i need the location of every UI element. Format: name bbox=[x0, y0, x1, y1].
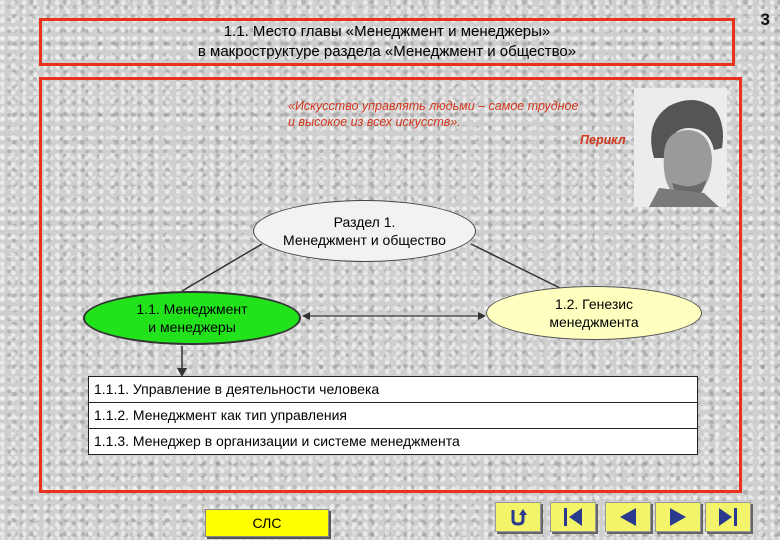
subtopic-item[interactable]: 1.1.1. Управление в деятельности человека bbox=[88, 376, 698, 403]
chapter-1-2-line-2: менеджмента bbox=[549, 314, 639, 330]
return-button[interactable] bbox=[495, 502, 541, 532]
last-slide-button[interactable] bbox=[705, 502, 751, 532]
first-slide-button[interactable] bbox=[550, 502, 596, 532]
last-slide-icon bbox=[715, 506, 741, 528]
next-slide-icon bbox=[665, 506, 691, 528]
page-number: 3 bbox=[760, 10, 770, 29]
quote-author: Перикл bbox=[580, 133, 626, 147]
return-icon bbox=[505, 506, 531, 528]
subtopic-item[interactable]: 1.1.2. Менеджмент как тип управления bbox=[88, 403, 698, 429]
section-oval-line-1: Раздел 1. bbox=[333, 214, 396, 230]
chapter-1-1-line-1: 1.1. Менеджмент bbox=[136, 301, 248, 317]
subtopic-list bbox=[88, 376, 698, 455]
section-oval bbox=[253, 200, 476, 262]
chapter-1-1-line-2: и менеджеры bbox=[148, 319, 236, 335]
previous-slide-button[interactable] bbox=[605, 502, 651, 532]
slc-button[interactable]: СЛС bbox=[205, 509, 329, 537]
subtopic-item[interactable]: 1.1.3. Менеджер в организации и системе менеджмента bbox=[88, 429, 698, 455]
chapter-1-1-oval[interactable] bbox=[83, 291, 301, 345]
next-slide-button[interactable] bbox=[655, 502, 701, 532]
chapter-1-2-line-1: 1.2. Генезис bbox=[554, 296, 634, 312]
title-line-1: 1.1. Место главы «Менеджмент и менеджеры» bbox=[223, 23, 551, 40]
chapter-1-2-oval[interactable] bbox=[486, 286, 702, 340]
first-slide-icon bbox=[560, 506, 586, 528]
section-oval-line-2: Менеджмент и общество bbox=[283, 232, 446, 248]
title-line-2: в макроструктуре раздела «Менеджмент и общество» bbox=[197, 43, 577, 60]
previous-slide-icon bbox=[615, 506, 641, 528]
quote-text: «Искусство управлять людьми – самое трудное и высокое из всех искусств». bbox=[288, 99, 579, 129]
